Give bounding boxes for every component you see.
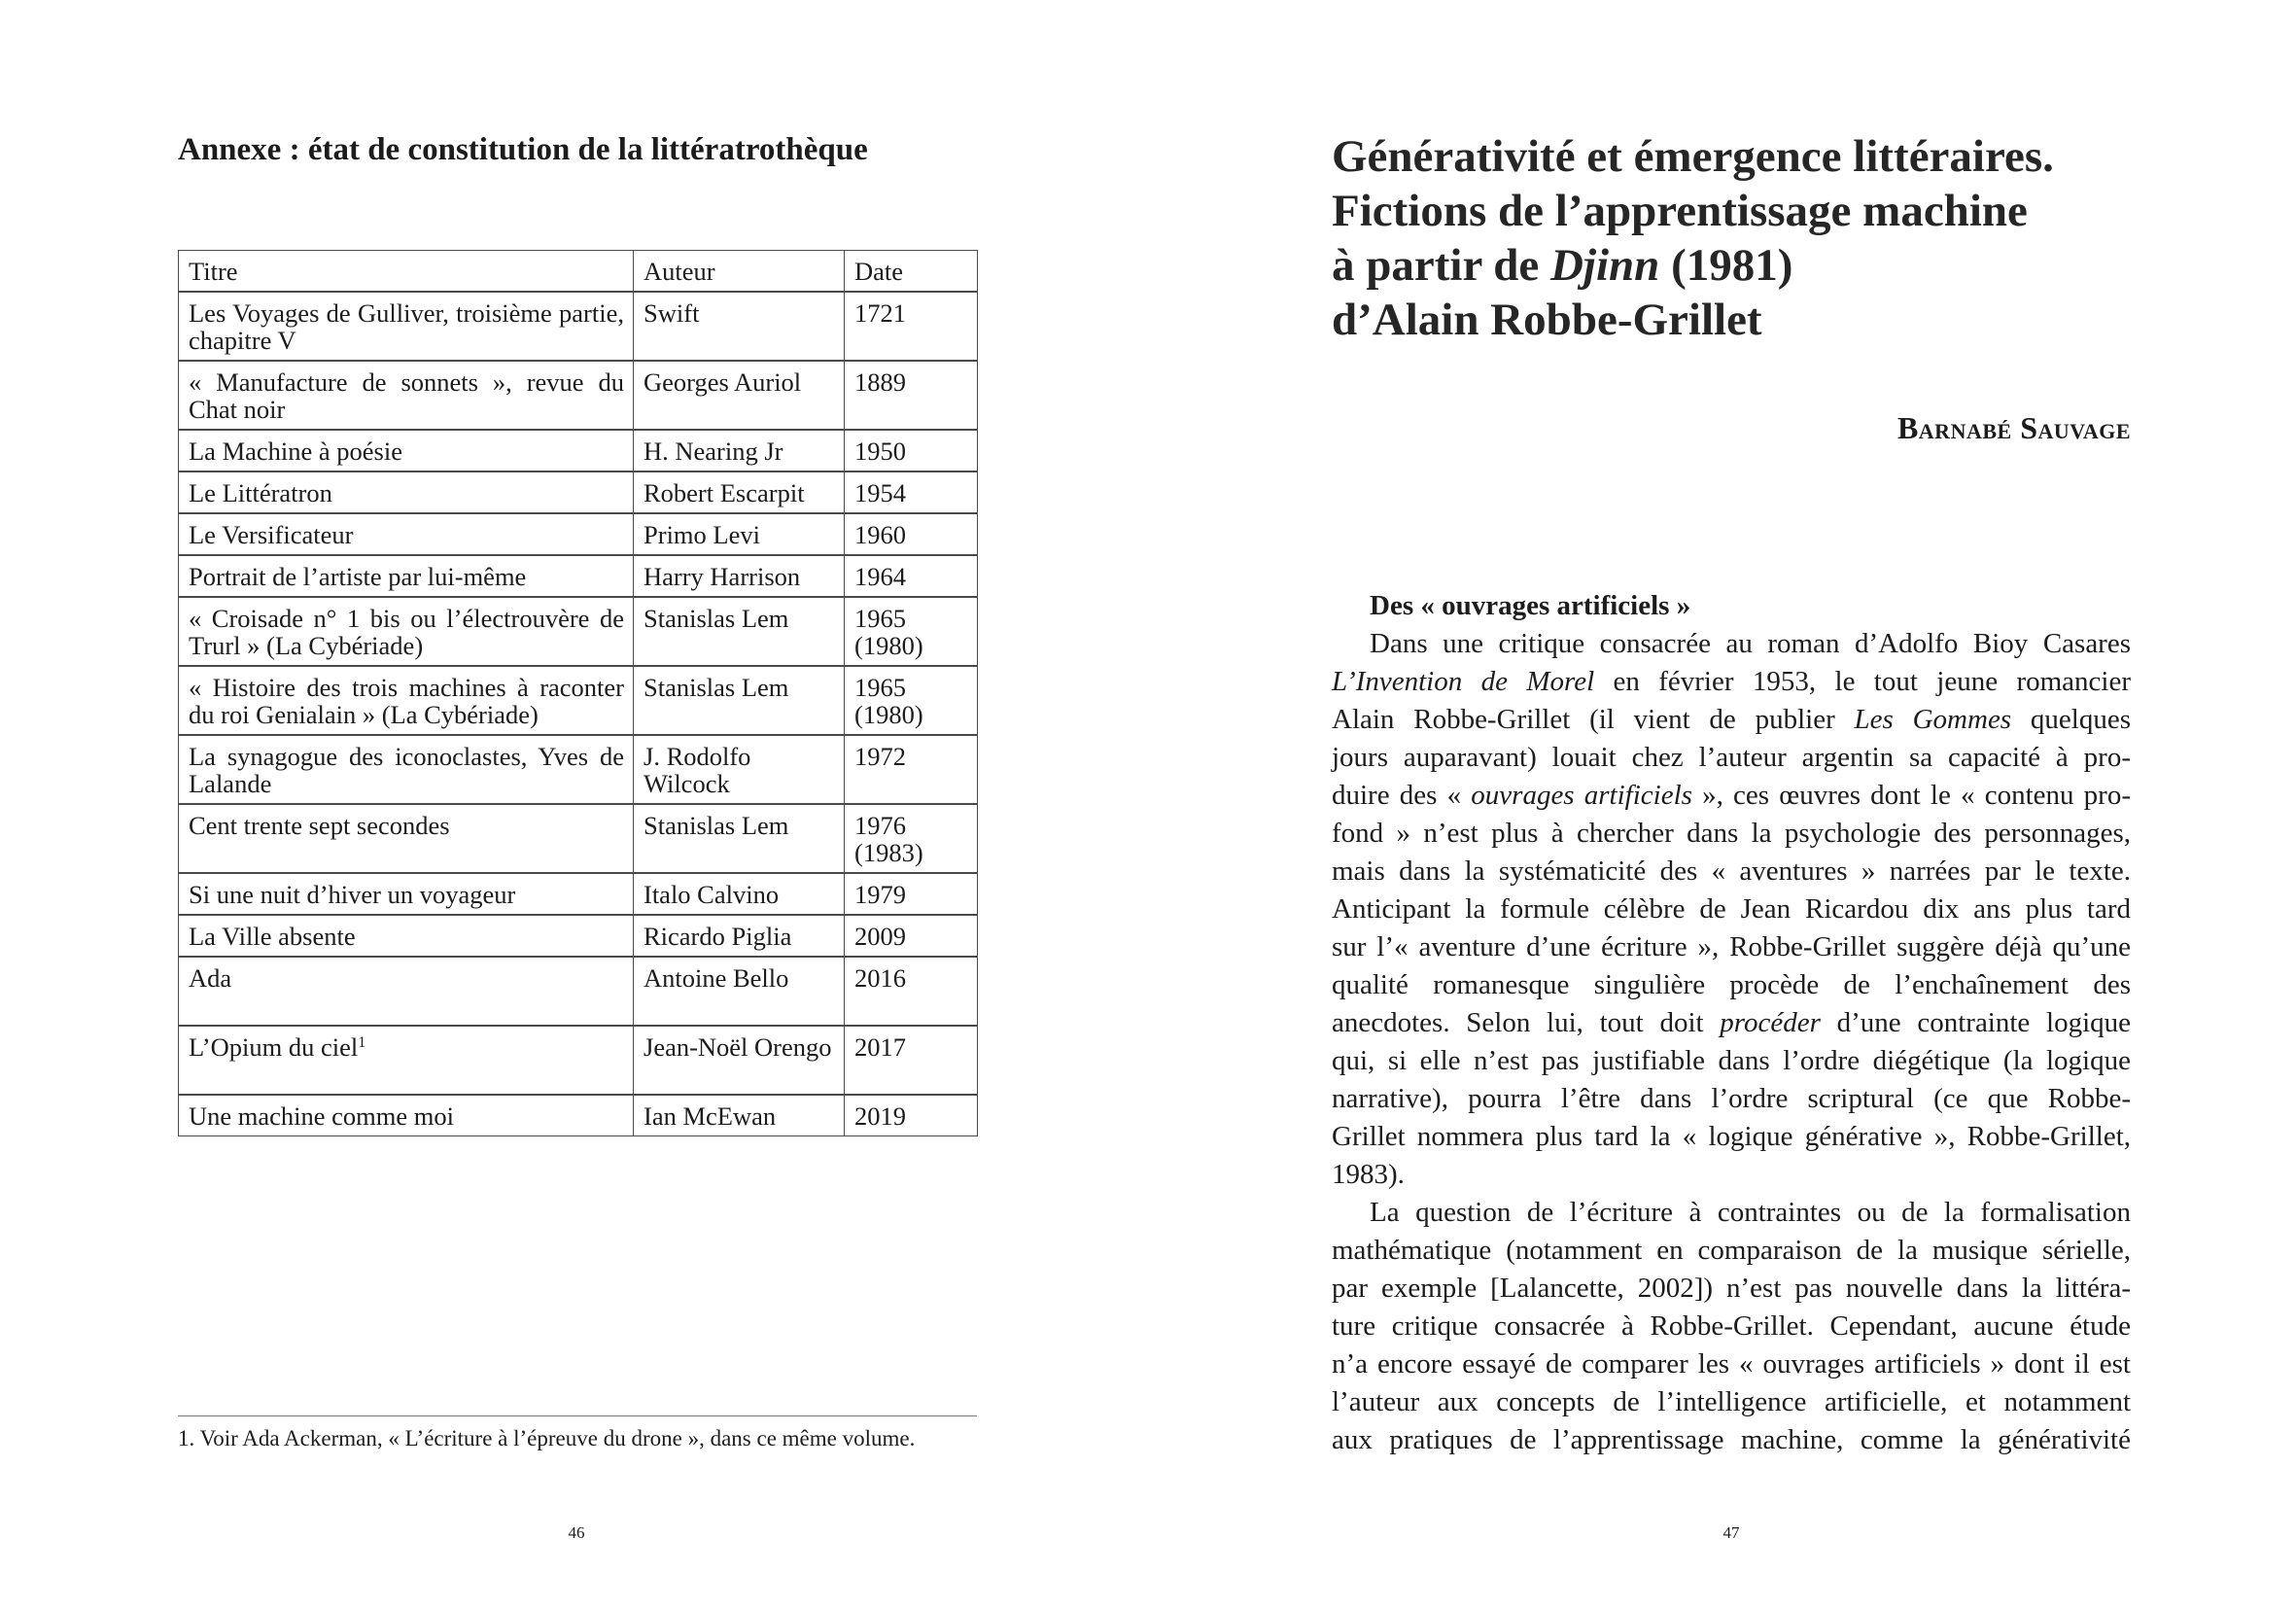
footnote: 1. Voir Ada Ackerman, « L’écriture à l’épreuve du drone », dans ce même volume. <box>178 1426 916 1450</box>
table-row <box>179 1095 978 1136</box>
work-date: 2017 <box>845 1026 978 1095</box>
work-author: Harry Harrison <box>634 555 845 597</box>
text-line: qui, si elle n’est pas justifiable dans l’ordre diégétique (la logique <box>1332 1045 2131 1076</box>
text-line: n’a encore essayé de comparer les « ouvrages artificiels » dont il est <box>1332 1348 2131 1380</box>
footnote-divider <box>178 1415 977 1416</box>
work-title: L’Opium du ciel <box>189 1032 359 1062</box>
work-date: 2009 <box>845 915 978 957</box>
work-date: 1972 <box>845 735 978 804</box>
table-row <box>179 1026 978 1095</box>
work-author: Stanislas Lem <box>634 597 845 666</box>
work-date: 1950 <box>845 430 978 472</box>
column-header-date: Date <box>845 251 978 293</box>
title-text: (1981) <box>1659 240 1793 291</box>
table-row <box>179 430 978 472</box>
title-line: d’Alain Robbe-Grillet <box>1332 295 1762 345</box>
text-line: fond » n’est plus à chercher dans la psychologie des personnages, <box>1332 818 2131 849</box>
paragraph <box>1332 625 2131 1194</box>
works-table <box>178 250 978 1136</box>
work-title: Portrait de l’artiste par lui-même <box>179 555 634 597</box>
work-author: Jean-Noël Orengo <box>634 1026 845 1095</box>
text: Alain Robbe-Grillet (il vient de publier <box>1332 704 1855 735</box>
work-title: Si une nuit d’hiver un voyageur <box>179 873 634 915</box>
work-title: Le Versificateur <box>179 513 634 555</box>
table-row <box>179 361 978 430</box>
italic-text: ouvrages artificiels <box>1471 780 1692 811</box>
text-line <box>1332 1004 2131 1042</box>
work-title: La synagogue des iconoclastes, Yves de Lalande <box>179 735 634 804</box>
page-number: 47 <box>1722 1523 1740 1542</box>
work-author: Antoine Bello <box>634 957 845 1026</box>
text-line: qualité romanesque singulière procède de l’enchaînement des <box>1332 969 2131 1000</box>
work-date: 1965 (1980) <box>845 666 978 735</box>
table-row <box>179 597 978 666</box>
work-author: H. Nearing Jr <box>634 430 845 472</box>
text-line: jours auparavant) louait chez l’auteur argentin sa capacité à pro- <box>1332 742 2131 773</box>
work-date: 2016 <box>845 957 978 1026</box>
text-line: Grillet nommera plus tard la « logique générative », Robbe-Grillet, <box>1332 1121 2131 1152</box>
table-row <box>179 555 978 597</box>
paragraph <box>1332 1194 2131 1459</box>
italic-text: Les Gommes <box>1854 704 2012 735</box>
work-author: Primo Levi <box>634 513 845 555</box>
work-date: 1979 <box>845 873 978 915</box>
text-line: Dans une critique consacrée au roman d’Adolfo Bioy Casares <box>1370 628 2131 659</box>
text-line: aux pratiques de l’apprentissage machine, comme la générativité <box>1332 1424 2131 1455</box>
article-body <box>1332 625 2131 1459</box>
text-line <box>1332 701 2131 739</box>
text-line: La question de l’écriture à contraintes ou de la formalisation <box>1370 1197 2131 1228</box>
text: d’une contrainte logique <box>1820 1007 2131 1038</box>
text-line: mathématique (notamment en comparaison de la musique sérielle, <box>1332 1235 2131 1266</box>
work-date: 1954 <box>845 472 978 513</box>
work-author: Ian McEwan <box>634 1095 845 1136</box>
table-row <box>179 292 978 361</box>
text-line <box>1332 777 2131 815</box>
work-date: 1889 <box>845 361 978 430</box>
column-header-author: Auteur <box>634 251 845 293</box>
work-date: 1964 <box>845 555 978 597</box>
work-author: Stanislas Lem <box>634 804 845 873</box>
italic-text: L’Invention de Morel <box>1332 666 1595 697</box>
text-line <box>1332 663 2131 701</box>
work-title-cell <box>179 1026 634 1095</box>
title-work-name: Djinn <box>1549 240 1660 291</box>
work-title: Une machine comme moi <box>179 1095 634 1136</box>
column-header-title: Titre <box>179 251 634 293</box>
text: quelques <box>2011 704 2131 735</box>
work-title: Les Voyages de Gulliver, troisième partie, chapitre V <box>179 292 634 361</box>
work-author: Stanislas Lem <box>634 666 845 735</box>
text-line: mais dans la systématicité des « aventures » narrées par le texte. <box>1332 856 2131 887</box>
work-title: Le Littératron <box>179 472 634 513</box>
table-row <box>179 513 978 555</box>
section-heading: Des « ouvrages artificiels » <box>1370 590 1691 621</box>
work-author: Italo Calvino <box>634 873 845 915</box>
right-page <box>1148 0 2296 1607</box>
work-title: La Ville absente <box>179 915 634 957</box>
work-date: 1965 (1980) <box>845 597 978 666</box>
table-row <box>179 915 978 957</box>
title-text: à partir de <box>1332 240 1550 291</box>
title-line <box>1332 238 2207 293</box>
work-author: Georges Auriol <box>634 361 845 430</box>
table-row <box>179 735 978 804</box>
work-author: Ricardo Piglia <box>634 915 845 957</box>
work-author: J. Rodolfo Wilcock <box>634 735 845 804</box>
text-line: Anticipant la formule célèbre de Jean Ricardou dix ans plus tard <box>1332 893 2131 925</box>
page-number: 46 <box>568 1523 585 1542</box>
text: duire des « <box>1332 780 1472 811</box>
work-title: Ada <box>179 957 634 1026</box>
table-header-row <box>179 251 978 293</box>
work-title: « Histoire des trois machines à raconter du roi Genialain » (La Cybériade) <box>179 666 634 735</box>
work-author: Swift <box>634 292 845 361</box>
text-line: par exemple [Lalancette, 2002]) n’est pas nouvelle dans la littéra- <box>1332 1273 2131 1304</box>
annex-heading: Annexe : état de constitution de la littératrothèque <box>178 132 868 167</box>
author-name: Barnabé Sauvage <box>1896 410 2131 445</box>
work-title: La Machine à poésie <box>179 430 634 472</box>
work-date: 2019 <box>845 1095 978 1136</box>
work-author: Robert Escarpit <box>634 472 845 513</box>
text-line: narrative), pourra l’être dans l’ordre scriptural (ce que Robbe- <box>1332 1083 2131 1114</box>
work-title: « Manufacture de sonnets », revue du Chat noir <box>179 361 634 430</box>
text-line: l’auteur aux concepts de l’intelligence artificielle, et notamment <box>1332 1386 2131 1417</box>
title-line: Générativité et émergence littéraires. <box>1332 131 2054 182</box>
work-date: 1976 (1983) <box>845 804 978 873</box>
work-date: 1721 <box>845 292 978 361</box>
italic-text: procéder <box>1720 1007 1821 1038</box>
work-title: Cent trente sept secondes <box>179 804 634 873</box>
table-row <box>179 804 978 873</box>
work-date: 1960 <box>845 513 978 555</box>
text-line: ture critique consacrée à Robbe-Grillet. Cependant, aucune étude <box>1332 1310 2131 1342</box>
text: en février 1953, le tout jeune romancier <box>1594 666 2131 697</box>
footnote-marker[interactable]: 1 <box>358 1034 366 1051</box>
text: », ces œuvres dont le « contenu pro- <box>1691 780 2131 811</box>
article-title <box>1332 129 2207 347</box>
table-row <box>179 666 978 735</box>
table-row <box>179 472 978 513</box>
text-line: 1983). <box>1332 1159 1405 1190</box>
title-line: Fictions de l’apprentissage machine <box>1332 186 2028 236</box>
text: anecdotes. Selon lui, tout doit <box>1332 1007 1721 1038</box>
text-line: sur l’« aventure d’une écriture », Robbe-Grillet suggère déjà qu’une <box>1332 931 2131 962</box>
table-row <box>179 957 978 1026</box>
work-title: « Croisade n° 1 bis ou l’électrouvère de Trurl » (La Cybériade) <box>179 597 634 666</box>
table-row <box>179 873 978 915</box>
